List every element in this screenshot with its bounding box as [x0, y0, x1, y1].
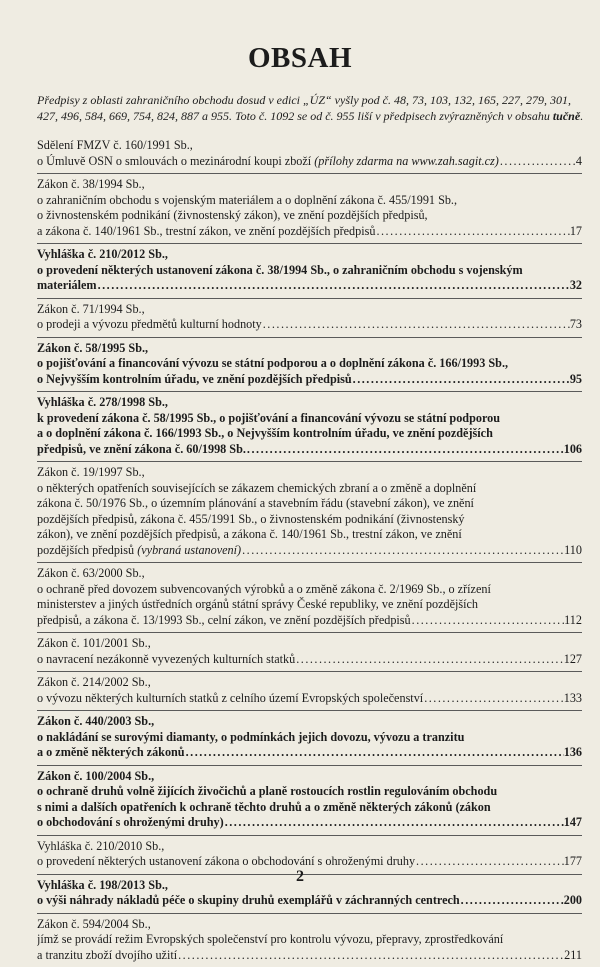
dot-leader — [185, 745, 564, 761]
toc-entry-heading: Zákon č. 38/1994 Sb., — [37, 177, 582, 193]
intro-text-2: 427, 496, 584, 669, 754, 824, 887 a 955. Toto č. 1092 se od č. 955 liší v předpisech zvýrazněných v obsahu — [37, 109, 550, 123]
toc-page-number: 73 — [570, 317, 582, 333]
page-title: OBSAH — [0, 42, 600, 75]
toc-entry-heading: Zákon č. 63/2000 Sb., — [37, 566, 582, 582]
toc-entry-line: a o doplnění zákona č. 166/1993 Sb., o Nejvyšším kontrolním úřadu, ve znění pozdějších — [37, 426, 582, 442]
toc-entry-line: o provedení některých ustanovení zákona č. 38/1994 Sb., o zahraničním obchodu s vojenským — [37, 263, 582, 279]
intro-paragraph — [37, 92, 586, 124]
dot-leader — [97, 278, 570, 294]
toc-entry-heading: Zákon č. 19/1997 Sb., — [37, 465, 582, 481]
toc-page-number: 106 — [564, 442, 582, 458]
toc-page-number: 32 — [570, 278, 582, 294]
toc-entry-text-main: o prodeji a vývozu předmětů kulturní hodnoty — [37, 317, 262, 331]
toc-entry-line: o nakládání se surovými diamanty, o podmínkách jejich dovozu, vývozu a tranzitu — [37, 730, 582, 746]
table-of-contents — [37, 136, 582, 967]
toc-entry-last-line — [37, 372, 582, 388]
toc-entry-line: ministerstev a jiných ústředních orgánů státní správy České republiky, ve znění pozdějších — [37, 597, 582, 613]
toc-entry-text-main: o výši náhrady nákladů péče o skupiny druhů exemplářů v záchranných centrech — [37, 893, 460, 907]
toc-entry-text — [37, 442, 246, 458]
toc-entry-text — [37, 815, 224, 831]
toc-entry-text-main: a tranzitu zboží dvojího užití — [37, 948, 177, 962]
toc-entry-text-main: předpisů, ve znění zákona č. 60/1998 Sb. — [37, 442, 246, 456]
toc-entry-line: jímž se provádí režim Evropských společenství pro kontrolu vývozu, přepravy, zprostředkování — [37, 932, 582, 948]
toc-entry-text — [37, 317, 262, 333]
toc-entry-line: o zahraničním obchodu s vojenským materiálem a o doplnění zákona č. 455/1991 Sb., — [37, 193, 582, 209]
toc-page-number: 211 — [564, 948, 582, 964]
toc-entry-line: k provedení zákona č. 58/1995 Sb., o pojišťování a financování vývozu se státní podporou — [37, 411, 582, 427]
toc-entry-line: o ochraně před dovozem subvencovaných výrobků a o změně zákona č. 2/1969 Sb., o zřízení — [37, 582, 582, 598]
toc-entry-heading: Zákon č. 594/2004 Sb., — [37, 917, 582, 933]
toc-page-number: 147 — [564, 815, 582, 831]
toc-page-number: 17 — [570, 224, 582, 240]
toc-page-number: 95 — [570, 372, 582, 388]
toc-entry-text-main: materiálem — [37, 278, 97, 292]
toc-entry[interactable] — [37, 671, 582, 710]
toc-page-number: 200 — [564, 893, 582, 909]
toc-entry-text — [37, 154, 499, 170]
intro-text-1: Předpisy z oblasti zahraničního obchodu dosud v edici „ÚZ“ vyšly pod č. 48, 73, 103, 132, 165, 227, 279, 301, — [37, 93, 571, 107]
toc-entry-line: s nimi a dalších opatřeních k ochraně těchto druhů a o změně některých zákonů (zákon — [37, 800, 582, 816]
toc-entry-heading: Zákon č. 214/2002 Sb., — [37, 675, 582, 691]
toc-entry-heading: Sdělení FMZV č. 160/1991 Sb., — [37, 138, 582, 154]
toc-entry-last-line — [37, 652, 582, 668]
dot-leader — [246, 442, 564, 458]
page-number: 2 — [0, 868, 600, 886]
toc-entry[interactable] — [37, 298, 582, 337]
toc-entry-note: (vybraná ustanovení) — [137, 543, 241, 557]
toc-entry[interactable] — [37, 913, 582, 967]
toc-entry-last-line — [37, 893, 582, 909]
intro-text-end: . — [580, 109, 583, 123]
toc-entry-text — [37, 224, 375, 240]
toc-entry-heading: Zákon č. 440/2003 Sb., — [37, 714, 582, 730]
toc-entry[interactable] — [37, 632, 582, 671]
toc-entry-text-main: o vývozu některých kulturních statků z celního území Evropských společenství — [37, 691, 423, 705]
toc-entry-text — [37, 278, 97, 294]
toc-entry-text-main: o Nejvyšším kontrolním úřadu, ve znění pozdějších předpisů — [37, 372, 352, 386]
toc-entry-last-line — [37, 154, 582, 170]
toc-entry-text-main: o navracení nezákonně vyvezených kulturních statků — [37, 652, 295, 666]
toc-entry-heading: Vyhláška č. 198/2013 Sb., — [37, 878, 582, 894]
toc-entry-text-main: o obchodování s ohroženými druhy) — [37, 815, 224, 829]
toc-entry-line: pozdějších předpisů, zákona č. 455/1991 Sb., o živnostenském podnikání (živnostenský — [37, 512, 582, 528]
toc-page-number: 133 — [564, 691, 582, 707]
toc-entry-heading: Vyhláška č. 210/2010 Sb., — [37, 839, 582, 855]
toc-entry[interactable] — [37, 136, 582, 173]
toc-entry-line: o živnostenském podnikání (živnostenský zákon), ve znění pozdějších předpisů, — [37, 208, 582, 224]
toc-entry-text-main: o provedení některých ustanovení zákona o obchodování s ohroženými druhy — [37, 854, 415, 868]
toc-page-number: 136 — [564, 745, 582, 761]
toc-entry-last-line — [37, 691, 582, 707]
toc-entry-text — [37, 948, 177, 964]
toc-entry-heading: Zákon č. 101/2001 Sb., — [37, 636, 582, 652]
toc-entry-heading: Zákon č. 100/2004 Sb., — [37, 769, 582, 785]
intro-text-bold: tučně — [553, 109, 580, 123]
toc-entry[interactable] — [37, 173, 582, 243]
toc-entry-text-main: pozdějších předpisů — [37, 543, 134, 557]
toc-page-number: 110 — [564, 543, 582, 559]
toc-entry-text — [37, 372, 352, 388]
dot-leader — [375, 224, 569, 240]
toc-entry-last-line — [37, 278, 582, 294]
toc-entry-heading: Zákon č. 71/1994 Sb., — [37, 302, 582, 318]
toc-entry-line: zákon), ve znění pozdějších předpisů, a zákona č. 140/1961 Sb., trestní zákon, ve znění — [37, 527, 582, 543]
dot-leader — [460, 893, 564, 909]
toc-entry-text — [37, 543, 241, 559]
toc-entry[interactable] — [37, 243, 582, 298]
toc-entry-line: o ochraně druhů volně žijících živočichů a planě rostoucích rostlin regulováním obchodu — [37, 784, 582, 800]
toc-entry-text-main: předpisů, a zákona č. 13/1993 Sb., celní zákon, ve znění pozdějších předpisů — [37, 613, 411, 627]
toc-entry-last-line — [37, 948, 582, 964]
toc-entry-text-main: a o změně některých zákonů — [37, 745, 185, 759]
dot-leader — [423, 691, 564, 707]
toc-entry-last-line — [37, 745, 582, 761]
dot-leader — [352, 372, 570, 388]
toc-page-number: 177 — [564, 854, 582, 870]
toc-entry[interactable] — [37, 765, 582, 835]
dot-leader — [224, 815, 564, 831]
toc-entry[interactable] — [37, 337, 582, 392]
toc-entry-note: (přílohy zdarma na www.zah.sagit.cz) — [314, 154, 499, 168]
toc-entry-text — [37, 613, 411, 629]
toc-entry-text — [37, 691, 423, 707]
toc-entry[interactable] — [37, 710, 582, 765]
toc-entry-text-main: a zákona č. 140/1961 Sb., trestní zákon, ve znění pozdějších předpisů — [37, 224, 375, 238]
toc-entry[interactable] — [37, 461, 582, 562]
dot-leader — [411, 613, 565, 629]
dot-leader — [241, 543, 564, 559]
toc-entry-last-line — [37, 317, 582, 333]
toc-page-number: 4 — [576, 154, 582, 170]
toc-entry[interactable] — [37, 391, 582, 461]
toc-entry-last-line — [37, 815, 582, 831]
dot-leader — [295, 652, 564, 668]
toc-entry-line: o některých opatřeních souvisejících se zákazem chemických zbraní a o změně a doplnění — [37, 481, 582, 497]
toc-entry-text — [37, 652, 295, 668]
dot-leader — [499, 154, 576, 170]
toc-page-number: 127 — [564, 652, 582, 668]
toc-entry-heading: Zákon č. 58/1995 Sb., — [37, 341, 582, 357]
toc-entry-text-main: o Úmluvě OSN o smlouvách o mezinárodní koupi zboží — [37, 154, 311, 168]
dot-leader — [177, 948, 564, 964]
dot-leader — [262, 317, 570, 333]
toc-entry-line: o pojišťování a financování vývozu se státní podporou a o doplnění zákona č. 166/1993 Sb., — [37, 356, 582, 372]
toc-entry-last-line — [37, 613, 582, 629]
toc-entry[interactable] — [37, 562, 582, 632]
toc-entry-text — [37, 745, 185, 761]
toc-entry-text — [37, 893, 460, 909]
toc-page-number: 112 — [564, 613, 582, 629]
toc-entry-heading: Vyhláška č. 210/2012 Sb., — [37, 247, 582, 263]
toc-entry-last-line — [37, 442, 582, 458]
toc-entry-last-line — [37, 224, 582, 240]
toc-entry-heading: Vyhláška č. 278/1998 Sb., — [37, 395, 582, 411]
toc-entry-last-line — [37, 543, 582, 559]
toc-entry-line: zákona č. 50/1976 Sb., o územním plánování a stavebním řádu (stavební zákon), ve znění — [37, 496, 582, 512]
